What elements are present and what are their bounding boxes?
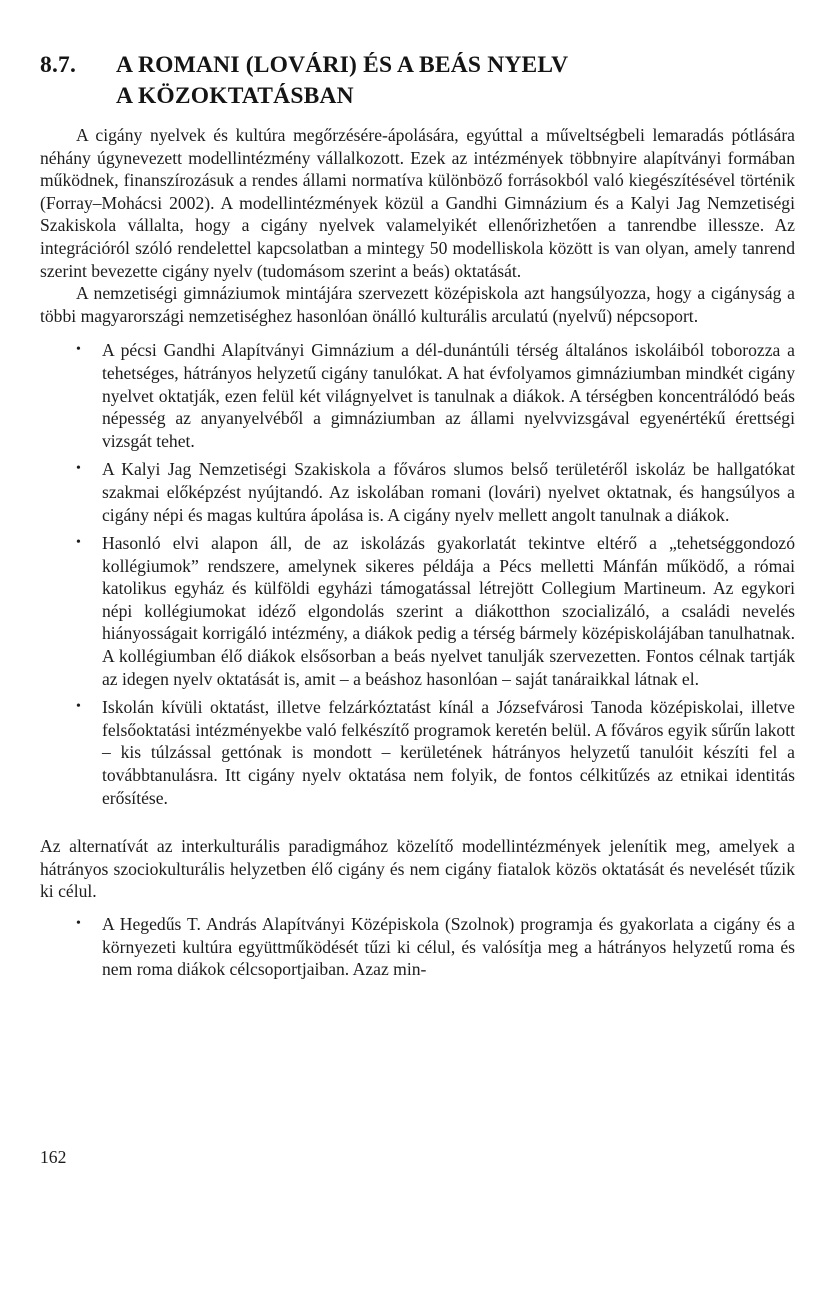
- section-title-line-2: A KÖZOKTATÁSBAN: [116, 83, 354, 109]
- section-heading: [40, 50, 568, 112]
- body-text: [40, 124, 795, 987]
- paragraph-nationality: A nemzetiségi gimnáziumok mintájára szervezett középiskola azt hangsúlyozza, hogy a cigányság a többi magyarországi nemzetiséghez hasonlóan önálló kulturális arculatú (nyelvű) népcsoport.: [40, 283, 795, 326]
- list-item: [40, 696, 795, 809]
- section-number: 8.7.: [40, 52, 77, 78]
- intercultural-list: [40, 913, 795, 981]
- bullet-icon: •: [76, 461, 81, 477]
- list-item-text: A Kalyi Jag Nemzetiségi Szakiskola a főváros slumos belső területéről iskoláz be hallgatókat szakmai előképzést nyújtandó. Az iskolában romani (lovári) nyelvet oktatnak, és hangsúlyos a cigány népi és magas kultúra ápolása is. A cigány nyelv mellett angolt tanulnak a diákok.: [102, 459, 795, 525]
- page-number: 162: [40, 1147, 67, 1167]
- list-item: [40, 458, 795, 526]
- paragraph-intercultural: Az alternatívát az interkulturális paradigmához közelítő modellintézmények jelenítik meg, amelyek a hátrányos szociokulturális helyzetben élő cigány és nem cigány fiatalok közös oktatását és nevelését tűzik ki célul.: [40, 836, 795, 902]
- bullet-icon: •: [76, 916, 81, 931]
- list-item: [40, 913, 795, 981]
- section-title-line-1: A ROMANI (LOVÁRI) ÉS A BEÁS NYELV: [116, 52, 569, 78]
- list-item-text: A Hegedűs T. András Alapítványi Középiskola (Szolnok) programja és gyakorlata a cigány és a környezeti kultúra együttműködését tűzi ki célul, és valósítja meg a hátrányos helyzetű roma és nem roma diákok célcsoportjaiban. Azaz min-: [102, 914, 795, 980]
- bullet-icon: •: [76, 342, 81, 358]
- bullet-icon: •: [76, 535, 81, 551]
- bullet-icon: •: [76, 699, 81, 715]
- list-item-text: A pécsi Gandhi Alapítványi Gimnázium a dél-dunántúli térség általános iskoláiból toborozza a tehetséges, hátrányos helyzetű cigány tanulókat. A hat évfolyamos gimnáziumban mindkét cigány nyelvet oktatják, ezen felül két világnyelvet is tanulnak a diákok. A térségben koncentrálódó beás népesség az anyanyelvéből a gimnáziumban az állami nyelvvizsgával egyenértékű érettségi vizsgát tehet.: [102, 340, 795, 451]
- list-item: [40, 339, 795, 452]
- list-item: [40, 532, 795, 690]
- institution-list: [40, 339, 795, 809]
- list-item-text: Hasonló elvi alapon áll, de az iskolázás gyakorlatát tekintve eltérő a „tehetséggondozó kollégiumok” rendszere, amelynek sikeres példája a Pécs melletti Mánfán működő, a római katolikus egyház és külföldi egyházi támogatással létrejött Collegium Martineum. Az egykori népi kollégiumokat idéző elgondolás szerint a diákotthon szocializáló, a családi nevelés hiányosságait korrigáló intézmény, a diákok pedig a térség bármely középiskolájában tanulhatnak. A kollégiumban élő diákok elsősorban a beás nyelvet tanulják szervezetten. Fontos célnak tartják az idegen nyelv oktatását is, amit – a beáshoz hasonlóan – saját tanáraikkal látnak el.: [102, 533, 795, 689]
- paragraph-intro: A cigány nyelvek és kultúra megőrzésére-ápolására, egyúttal a műveltségbeli lemaradás pótlására néhány úgynevezett modellintézmény vállalkozott. Ezek az intézmények többnyire alapítványi formában működnek, finanszírozásuk a rendes állami normatíva különböző forrásokból való kiegészítésével történik (Forray–Mohácsi 2002). A modellintézmények közül a Gandhi Gimnázium és a Kalyi Jag Nemzetiségi Szakiskola vállalta, hogy a cigány nyelvek valamelyikét ellenőrizhetően a tanrendbe illessze. Az integrációról szóló rendelettel kapcsolatban a mintegy 50 modelliskola között is van olyan, amely tanrend szerint bevezette cigány nyelv (tudomásom szerint a beás) oktatását.: [40, 125, 795, 281]
- list-item-text: Iskolán kívüli oktatást, illetve felzárkóztatást kínál a Józsefvárosi Tanoda középiskolai, illetve felsőoktatási intézményekbe való felkészítő programok keretén belül. A főváros egyik sűrűn lakott – kis túlzással gettónak is mondott – kerületének hátrányos helyzetű tanulóit készíti fel a továbbtanulásra. Itt cigány nyelv oktatása nem folyik, de fontos célkitűzés az etnikai identitás erősítése.: [102, 697, 795, 808]
